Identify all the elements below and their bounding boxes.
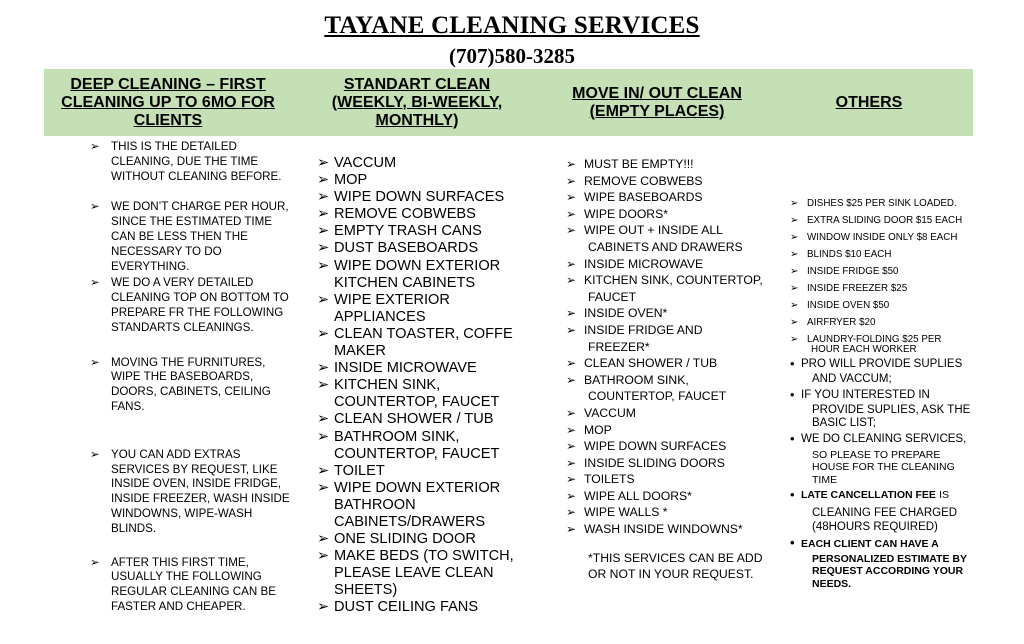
list-item: ➢ CLEAN TOASTER, COFFE MAKER (317, 325, 513, 360)
list-item: ➢ YOU CAN ADD EXTRAS SERVICES BY REQUEST, LIKE INSIDE OVEN, INSIDE FRIDGE, INSIDE FREEZER, WASH INSIDE WINDOWNS, WIPE-WASH BLINDS. (90, 447, 290, 535)
arrow-bullet-icon: ➢ (317, 240, 330, 257)
others-list (790, 195, 975, 590)
arrow-bullet-icon: ➢ (790, 249, 799, 260)
arrow-bullet-icon: ➢ (566, 306, 577, 321)
arrow-bullet-icon: ➢ (317, 155, 330, 171)
arrow-bullet-icon: ➢ (317, 206, 330, 223)
arrow-bullet-icon: ➢ (317, 291, 330, 308)
move-services-note: *THIS SERVICES CAN BE ADD OR NOT IN YOUR REQUEST. (588, 551, 763, 581)
list-item: ➢ WIPE DOWN EXTERIOR BATHROON CABINETS/DRAWERS (317, 479, 501, 530)
list-item: ➢ INSIDE MICROWAVE (317, 360, 477, 377)
note-item-continued: PROVIDE SUPLIES, ASK THE BASIC LIST; (812, 404, 971, 430)
list-item: ➢ TOILETS (566, 472, 635, 487)
note-item-continued: AND VACCUM; (812, 373, 892, 386)
list-item: ➢ MUST BE EMPTY!!! (566, 157, 694, 171)
arrow-bullet-icon: ➢ (566, 206, 577, 221)
list-item: ➢ INSIDE FRIDGE AND (566, 322, 703, 337)
list-item: ➢ WIPE DOORS* (566, 206, 668, 221)
standart-clean-list (317, 155, 532, 617)
arrow-bullet-icon: ➢ (566, 405, 577, 420)
list-item: ➢ WIPE WALLS * (566, 505, 668, 520)
list-item: ➢ INSIDE SLIDING DOORS (566, 455, 725, 470)
list-item: ➢ MOVING THE FURNITURES, WIPE THE BASEBOARDS, DOORS, CABINETS, CEILING FANS. (90, 355, 271, 413)
list-item: ➢ REMOVE COBWEBS (566, 173, 703, 188)
list-item-continued: FREEZER* (588, 339, 650, 354)
list-item: ➢ CLEAN SHOWER / TUB (317, 411, 494, 428)
arrow-bullet-icon: ➢ (566, 157, 577, 171)
list-item-continued: HOUR EACH WORKER (811, 344, 917, 355)
list-item: ➢ WIPE EXTERIOR APPLIANCES (317, 291, 450, 325)
list-item: ➢ WIPE OUT + INSIDE ALL (566, 223, 723, 238)
dot-bullet-icon: • (790, 431, 795, 447)
arrow-bullet-icon: ➢ (317, 599, 330, 616)
list-item: ➢ WIPE DOWN EXTERIOR KITCHEN CABINETS (317, 257, 501, 291)
list-item: ➢ DUST BASEBOARDS (317, 240, 479, 257)
list-item: ➢ WINDOW INSIDE ONLY $8 EACH (790, 229, 975, 246)
list-item-continued: FAUCET (588, 289, 637, 304)
list-item: ➢ LAUNDRY-FOLDING $25 PER (790, 331, 975, 348)
list-item: ➢ KITCHEN SINK, COUNTERTOP, FAUCET (317, 377, 500, 411)
list-item: ➢ WIPE BASEBOARDS (566, 190, 703, 205)
arrow-bullet-icon: ➢ (317, 325, 330, 342)
list-item: ➢ INSIDE MICROWAVE (566, 256, 704, 271)
list-item: ➢ DUST CEILING FANS (317, 599, 479, 616)
arrow-bullet-icon: ➢ (317, 479, 330, 496)
arrow-bullet-icon: ➢ (566, 439, 577, 454)
arrow-bullet-icon: ➢ (317, 462, 330, 479)
note-item-continued: SO PLEASE TO PREPARE HOUSE FOR THE CLEANING TIME (812, 448, 955, 486)
list-item: ➢ WIPE DOWN SURFACES (317, 189, 505, 206)
arrow-bullet-icon: ➢ (317, 189, 330, 206)
header-deep-cleaning: DEEP CLEANING – FIRST CLEANING UP TO 6MO FOR CLIENTS (61, 75, 275, 129)
arrow-bullet-icon: ➢ (566, 488, 577, 503)
header-standart-clean: STANDART CLEAN (WEEKLY, BI-WEEKLY, MONTHLY) (331, 75, 503, 129)
dot-bullet-icon: • (790, 487, 795, 503)
list-item: ➢ INSIDE FREEZER $25 (790, 280, 975, 297)
arrow-bullet-icon: ➢ (90, 276, 100, 290)
arrow-bullet-icon: ➢ (90, 140, 100, 153)
arrow-bullet-icon: ➢ (90, 355, 100, 369)
arrow-bullet-icon: ➢ (790, 300, 799, 311)
arrow-bullet-icon: ➢ (90, 200, 100, 214)
list-item: ➢ INSIDE OVEN $50 (790, 297, 975, 314)
list-item: ➢ VACCUM (566, 405, 636, 420)
list-item: ➢ BLINDS $10 EACH (790, 246, 975, 263)
arrow-bullet-icon: ➢ (317, 223, 330, 240)
list-item: ➢ BATHROOM SINK, COUNTERTOP, FAUCET (317, 428, 500, 462)
header-others: OTHERS (835, 93, 903, 111)
arrow-bullet-icon: ➢ (566, 273, 577, 288)
arrow-bullet-icon: ➢ (566, 190, 577, 205)
arrow-bullet-icon: ➢ (90, 555, 100, 569)
page-title: TAYANE CLEANING SERVICES (324, 12, 700, 39)
dot-bullet-icon: • (790, 387, 795, 403)
note-item: • IF YOU INTERESTED IN (790, 387, 930, 403)
arrow-bullet-icon: ➢ (566, 505, 577, 520)
arrow-bullet-icon: ➢ (317, 411, 330, 428)
arrow-bullet-icon: ➢ (566, 455, 577, 470)
dot-bullet-icon: • (790, 535, 795, 551)
list-item: ➢ DISHES $25 PER SINK LOADED. (790, 195, 975, 212)
dot-bullet-icon: • (790, 356, 795, 371)
list-item: ➢ THIS IS THE DETAILED CLEANING, DUE THE TIME WITHOUT CLEANING BEFORE. (90, 140, 282, 183)
list-item: ➢ MAKE BEDS (TO SWITCH, PLEASE LEAVE CLEAN SHEETS) (317, 548, 514, 599)
list-item: ➢ WASH INSIDE WINDOWNS* (566, 522, 743, 537)
note-item-continued: CLEANING FEE CHARGED (812, 507, 958, 520)
note-item: • EACH CLIENT CAN HAVE A (790, 535, 939, 551)
list-item: ➢ TOILET (317, 462, 385, 479)
list-item: ➢ EMPTY TRASH CANS (317, 223, 482, 240)
arrow-bullet-icon: ➢ (790, 334, 799, 345)
list-item: ➢ MOP (317, 172, 368, 189)
phone-number: (707)580-3285 (449, 44, 575, 68)
list-item: ➢ INSIDE FRIDGE $50 (790, 263, 975, 280)
arrow-bullet-icon: ➢ (566, 472, 577, 487)
note-item: • PRO WILL PROVIDE SUPLIES (790, 356, 963, 371)
arrow-bullet-icon: ➢ (566, 372, 577, 387)
header-move-in-out: MOVE IN/ OUT CLEAN (EMPTY PLACES) (572, 84, 742, 120)
list-item: ➢ CLEAN SHOWER / TUB (566, 356, 718, 371)
list-item: ➢ INSIDE OVEN* (566, 306, 668, 321)
list-item: ➢ EXTRA SLIDING DOOR $15 EACH (790, 212, 975, 229)
list-item: ➢ AFTER THIS FIRST TIME, USUALLY THE FOLLOWING REGULAR CLEANING CAN BE FASTER AND CHEAPER. (90, 555, 276, 613)
list-item-continued: CABINETS AND DRAWERS (588, 239, 743, 254)
arrow-bullet-icon: ➢ (790, 215, 799, 226)
list-item: ➢ WIPE ALL DOORS* (566, 488, 692, 503)
arrow-bullet-icon: ➢ (566, 223, 577, 238)
list-item: ➢ KITCHEN SINK, COUNTERTOP, (566, 273, 763, 288)
list-item: ➢ WIPE DOWN SURFACES (566, 439, 727, 454)
arrow-bullet-icon: ➢ (317, 257, 330, 274)
note-item-continued: PERSONALIZED ESTIMATE BY REQUEST ACCORDING YOUR NEEDS. (812, 552, 967, 590)
arrow-bullet-icon: ➢ (566, 522, 577, 537)
arrow-bullet-icon: ➢ (566, 256, 577, 271)
note-item: • LATE CANCELLATION FEE IS (790, 487, 950, 503)
arrow-bullet-icon: ➢ (317, 377, 330, 394)
list-item: ➢ WE DO A VERY DETAILED CLEANING TOP ON BOTTOM TO PREPARE FR THE FOLLOWING STANDARTS CLEANINGS. (90, 276, 289, 334)
list-item-continued: COUNTERTOP, FAUCET (588, 389, 727, 404)
arrow-bullet-icon: ➢ (317, 172, 330, 189)
list-item: ➢ WE DON’T CHARGE PER HOUR, SINCE THE ESTIMATED TIME CAN BE LESS THEN THE NECESSARY TO DO EVERYTHING. (90, 200, 289, 273)
note-item: • WE DO CLEANING SERVICES, (790, 431, 967, 447)
arrow-bullet-icon: ➢ (317, 360, 330, 377)
arrow-bullet-icon: ➢ (566, 322, 577, 337)
deep-cleaning-list (90, 140, 295, 615)
arrow-bullet-icon: ➢ (790, 283, 799, 294)
move-in-out-list (566, 156, 771, 538)
list-item: ➢ AIRFRYER $20 (790, 314, 975, 331)
arrow-bullet-icon: ➢ (317, 428, 330, 445)
arrow-bullet-icon: ➢ (90, 447, 100, 461)
arrow-bullet-icon: ➢ (566, 173, 577, 188)
list-item: ➢ ONE SLIDING DOOR (317, 531, 476, 548)
list-item: ➢ VACCUM (317, 155, 397, 171)
arrow-bullet-icon: ➢ (566, 422, 577, 437)
arrow-bullet-icon: ➢ (790, 317, 799, 328)
list-item: ➢ REMOVE COBWEBS (317, 206, 476, 223)
arrow-bullet-icon: ➢ (790, 232, 799, 243)
arrow-bullet-icon: ➢ (790, 266, 799, 277)
arrow-bullet-icon: ➢ (566, 356, 577, 371)
note-item-continued: (48HOURS REQUIRED) (812, 521, 938, 534)
arrow-bullet-icon: ➢ (317, 531, 330, 548)
header-band (44, 69, 973, 136)
arrow-bullet-icon: ➢ (790, 198, 799, 209)
list-item: ➢ MOP (566, 422, 612, 437)
arrow-bullet-icon: ➢ (317, 548, 330, 565)
list-item: ➢ BATHROOM SINK, (566, 372, 689, 387)
